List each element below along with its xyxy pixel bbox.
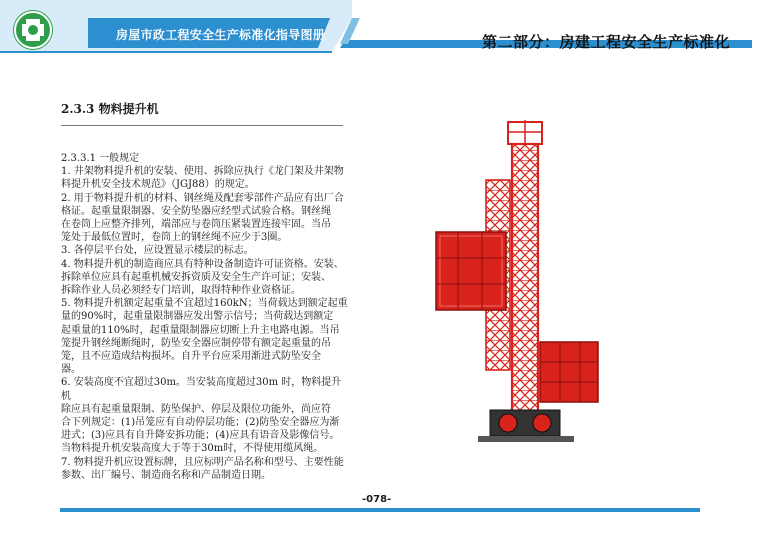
text-line: 格证。起重量限制器、安全防坠器应经型式试验合格。钢丝绳	[61, 205, 331, 217]
page-number: -078-	[362, 494, 392, 505]
logo-icon	[14, 11, 52, 49]
text-line: 笼提升钢丝绳断绳时，防坠安全器应制停带有额定起重量的吊	[61, 337, 331, 349]
text-line: 笼处于最低位置时，卷筒上的钢丝绳不应少于3圈。	[61, 232, 288, 244]
text-line: 器。	[61, 364, 81, 376]
text-line: 7. 物料提升机应设置标牌，且应标明产品名称和型号、主要性能	[61, 456, 344, 468]
text-line: 5. 物料提升机额定起重量不宜超过160kN；当荷载达到额定起重	[61, 298, 348, 310]
text-line: 3. 各停层平台处，应设置显示楼层的标志。	[61, 245, 254, 257]
text-line: 在卷筒上应整齐排列，端部应与卷筒压紧装置连接牢固。当吊	[61, 219, 331, 231]
page-header	[0, 0, 760, 62]
text-line: 量的90%时，起重量限制器应发出警示信号；当荷载达到额定	[61, 311, 334, 323]
part-title: 第二部分：房建工程安全生产标准化	[481, 33, 730, 51]
text-line: 4. 物料提升机的制造商应具有特种设备制造许可证资格。安装、	[61, 258, 344, 270]
footer-divider	[60, 508, 700, 512]
material-hoist-illustration	[430, 120, 600, 454]
heading-divider	[61, 125, 343, 126]
section-content	[61, 152, 351, 482]
text-line: 拆除作业人员必须经专门培训，取得特种作业资格证。	[61, 285, 301, 297]
text-line: 料提升机安全技术规范》（JGJ88）的规定。	[61, 179, 255, 191]
text-line: 参数、出厂编号、制造商名称和产品制造日期。	[61, 469, 271, 481]
text-line: 合下列规定：(1)吊笼应有自动停层功能；(2)防坠安全器应为渐	[61, 417, 340, 429]
subheading: 2.3.3.1 一般规定	[61, 153, 140, 164]
text-line: 拆除单位应具有起重机械安拆资质及安全生产许可证；安装、	[61, 271, 331, 283]
text-line: 笼，且不应造成结构损坏。自升平台应采用渐进式防坠安全	[61, 351, 321, 363]
text-line: 2. 用于物料提升机的材料、钢丝绳及配套零部件产品应有出厂合	[61, 192, 344, 204]
text-line: 起重量的110%时，起重量限制器应切断上升主电路电源。当吊	[61, 324, 340, 336]
text-line: 除应具有起重量限制、防坠保护、停层及限位功能外，尚应符	[61, 403, 331, 415]
text-line: 当物料提升机安装高度大于等于30m时，不得使用缆风绳。	[61, 443, 324, 455]
text-line: 6. 安装高度不宜超过30m。当安装高度超过30m 时，物料提升机	[61, 377, 342, 402]
book-title: 房屋市政工程安全生产标准化指导图册	[116, 28, 326, 42]
section-heading: 2.3.3 物料提升机	[61, 102, 159, 116]
text-line: 1. 井架物料提升机的安装、使用、拆除应执行《龙门架及井架物	[61, 166, 344, 178]
text-line: 进式；(3)应具有自升降安拆功能；(4)应具有语音及影像信号。	[61, 430, 340, 442]
